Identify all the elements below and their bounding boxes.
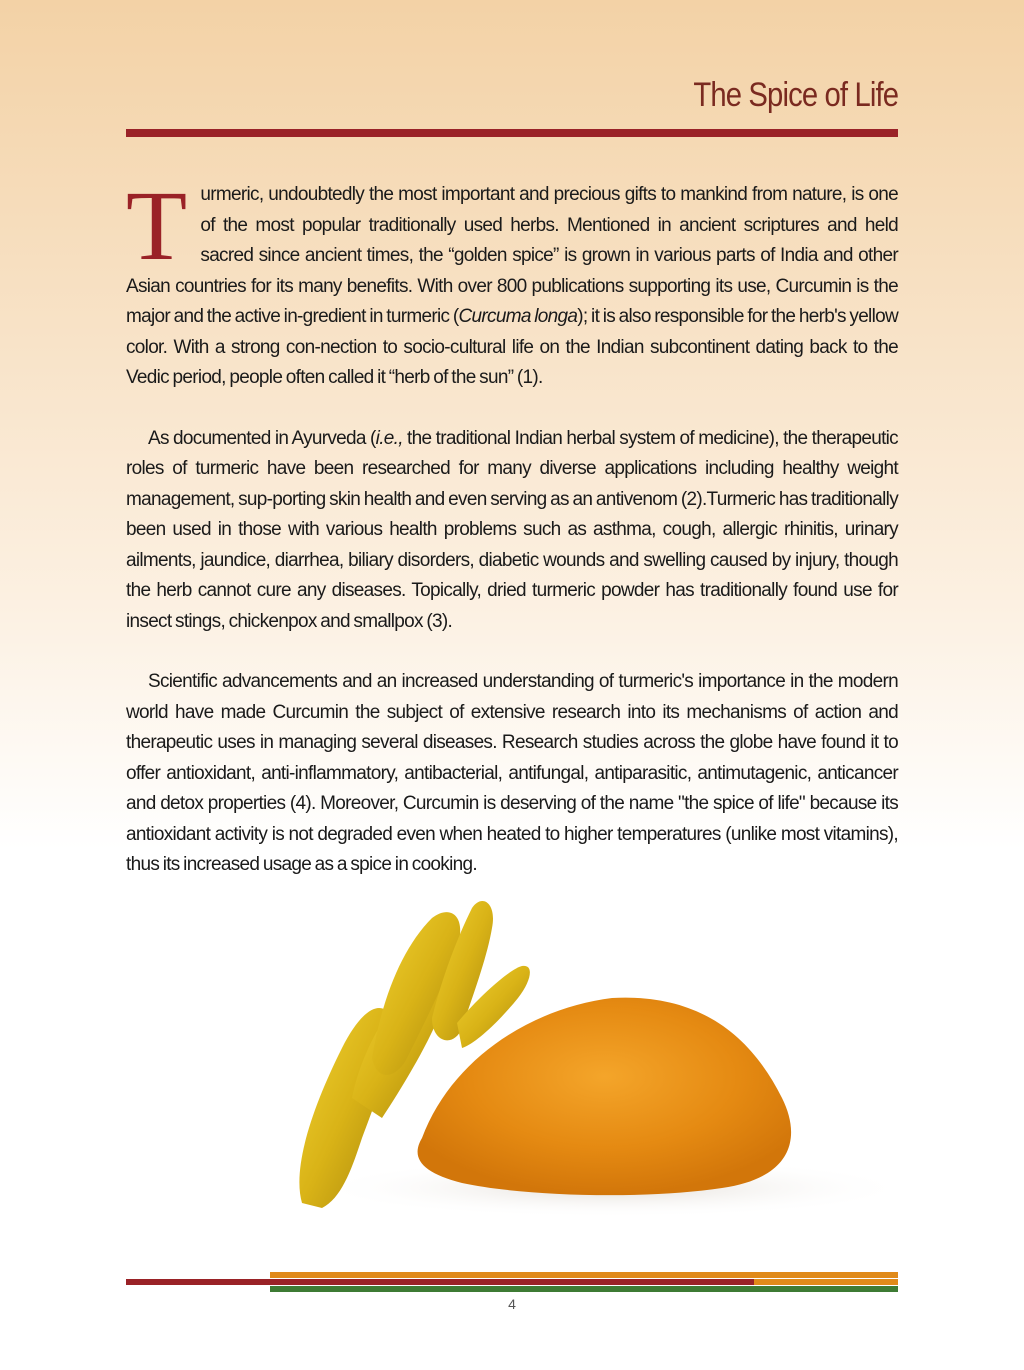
- abbreviation-ie: i.e.,: [375, 427, 403, 449]
- footer-rule-green: [270, 1286, 898, 1292]
- paragraph-1: [126, 170, 898, 394]
- paragraph-2-text: the traditional Indian herbal system of medicine), the therapeutic roles of turmeric have been researched for many diverse applications including healthy weight management, sup-porting skin health and even serving as an antivenom (2).Turmeric has traditionally been used in those with various health problems such as asthma, cough, allergic rhinitis, urinary ailments, jaundice, diarrhea, biliary disorders, diabetic wounds and swelling caused by injury, though the herb cannot cure any diseases. Topically, dried turmeric powder has traditionally found use for insect stings, chickenpox and smallpox (3).: [126, 427, 898, 632]
- turmeric-photo: [282, 888, 922, 1218]
- botanical-name: Curcuma longa: [458, 306, 578, 327]
- paragraph-2-start: As documented in Ayurveda (: [148, 427, 376, 449]
- footer-rule-orange: [270, 1272, 898, 1278]
- paragraph-3: [126, 667, 898, 881]
- footer-rule-red: [126, 1279, 754, 1285]
- page-title: The Spice of Life: [693, 76, 898, 114]
- paragraph-2: [126, 424, 898, 638]
- title-divider: [126, 129, 898, 137]
- paragraph-1-end: ); it is also responsible for the herb's yellow color. With a strong con-nection to socio-cultural life on the Indian subcontinent dating back to the Vedic period, people often called it “herb of the sun” (1).: [126, 306, 898, 388]
- paragraph-3-text: Scientific advancements and an increased understanding of turmeric's importance in the modern world have made Curcumin the subject of extensive research into its mechanisms of action and therapeutic uses in managing several diseases. Research studies across the globe have found it to offer antioxidant, anti-inflammatory, antibacterial, antifungal, antiparasitic, antimutagenic, anticancer and detox properties (4). Moreover, Curcumin is deserving of the name "the spice of life" because its antioxidant activity is not degraded even when heated to higher temperatures (unlike most vitamins), thus its increased usage as a spice in cooking.: [126, 671, 898, 875]
- paragraph-1-text: urmeric, undoubtedly the most important and precious gifts to mankind from nature, is one of the most popular traditionally used herbs. Mentioned in ancient scriptures and held sacred since ancient times, the “golden spice” is grown in various parts of India and other Asian countries for its many benefits. With over 800 publications supporting its use, Curcumin is the major and the active in-gredient in turmeric (: [126, 184, 898, 327]
- page-number: 4: [508, 1296, 516, 1312]
- article-body: [126, 170, 898, 881]
- footer-rule-orange-right: [754, 1279, 898, 1285]
- drop-cap: T: [126, 170, 187, 281]
